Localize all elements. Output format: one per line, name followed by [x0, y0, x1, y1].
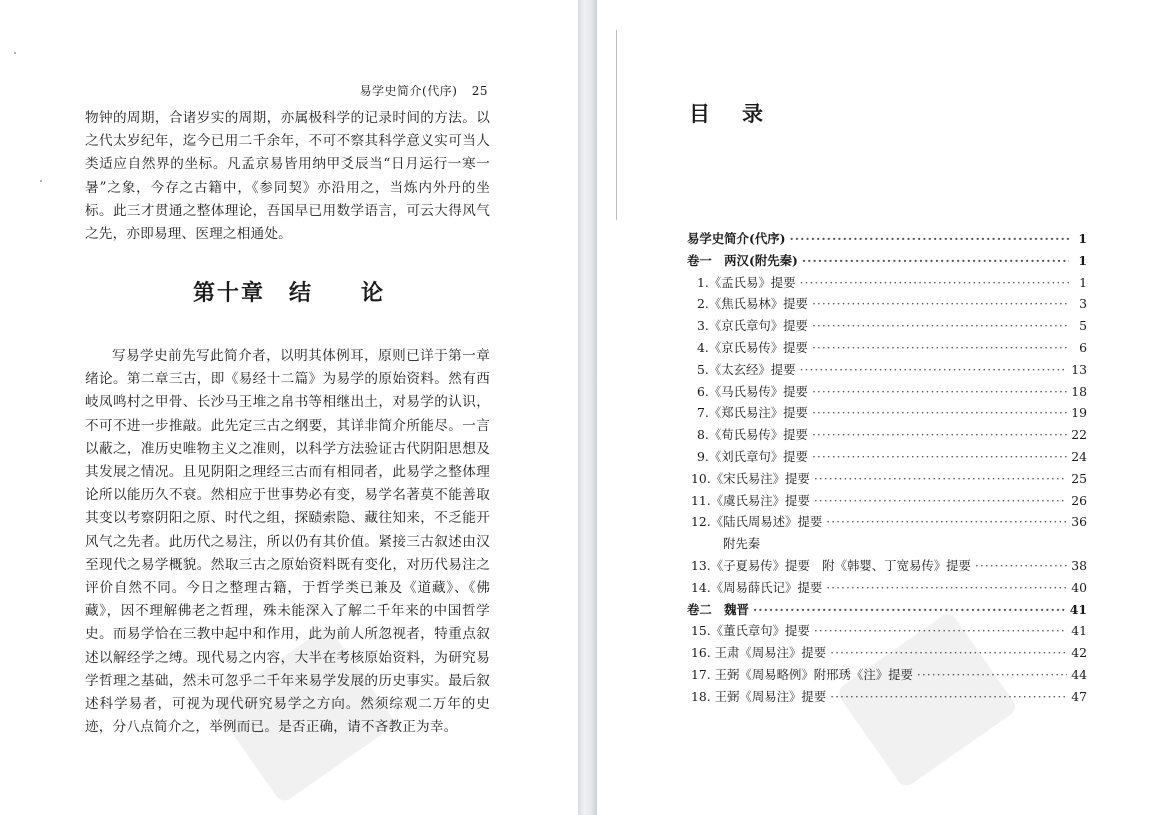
toc-entry-title: 附先秦	[723, 536, 761, 552]
toc-entry-title: 15.《董氏章句》提要	[691, 623, 810, 639]
body-paragraph-top: 物钟的周期，合诸岁实的周期，亦属极科学的记录时间的方法。以之代太岁纪年，迄今已用二千余年，不可不察其科学意义实可当人类适应自然界的坐标。凡孟京易皆用纳甲爻辰当“日月运行一寒一暑”之象，今存之古籍中，《参同契》亦沿用之，当炼内外丹的坐标。此三才贯通之整体理论，吾国早已用数学语言，可云大得风气之先，亦即易理、医理之相通处。	[85, 110, 490, 243]
toc-entry-page: 47	[1071, 688, 1087, 704]
toc-entry-title: 易学史简介(代序)	[687, 231, 786, 246]
toc-entry-title: 11.《虞氏易注》提要	[691, 492, 810, 508]
toc-entry[interactable]	[687, 665, 1087, 687]
toc-title: 目录	[689, 102, 795, 126]
toc-entry-page: 24	[1071, 448, 1087, 464]
running-header	[360, 82, 488, 99]
toc-entry-page: 5	[1079, 318, 1087, 334]
toc-leader-dots	[812, 405, 1067, 420]
left-page	[0, 0, 578, 815]
toc-leader-dots	[812, 318, 1069, 333]
scan-speck	[40, 180, 42, 182]
toc-entry[interactable]	[687, 338, 1087, 360]
toc-entry[interactable]	[687, 251, 1087, 273]
toc-entry-page: 38	[1071, 557, 1087, 573]
toc-leader-dots	[826, 580, 1067, 595]
toc-entry-page: 19	[1071, 405, 1087, 421]
toc-entry-title: 6.《马氏易传》提要	[697, 383, 808, 399]
toc-leader-dots	[800, 362, 1068, 377]
toc-entry-page: 6	[1079, 339, 1087, 355]
toc-entry-page: 13	[1071, 361, 1087, 377]
toc-leader-dots	[917, 667, 1067, 682]
toc-entry[interactable]	[687, 273, 1087, 295]
toc-leader-dots	[830, 645, 1067, 660]
chapter-title: 第十章 结 论	[192, 280, 385, 306]
toc-entry-title: 1.《孟氏易》提要	[697, 274, 796, 290]
toc-entry-title: 17. 王弼《周易略例》附邢琇《注》提要	[691, 666, 913, 682]
toc-entry-page: 26	[1071, 492, 1087, 508]
toc-entry-page: 18	[1071, 383, 1087, 399]
toc-entry-page: 1	[1079, 274, 1087, 290]
toc-entry-title: 10.《宋氏易注》提要	[691, 470, 810, 486]
toc-leader-dots	[830, 689, 1067, 704]
toc-entry-page: 3	[1079, 296, 1087, 312]
toc-entry-page: 44	[1071, 666, 1087, 682]
toc-leader-dots	[826, 514, 1067, 529]
toc-entry[interactable]	[687, 512, 1087, 534]
toc-leader-dots	[814, 493, 1067, 508]
toc-leader-dots	[789, 231, 1069, 246]
toc-entry[interactable]	[687, 556, 1087, 578]
toc-entry-title: 18. 王弼《周易注》提要	[691, 688, 827, 704]
toc-entry[interactable]	[687, 403, 1087, 425]
toc-entry-title: 8.《荀氏易传》提要	[697, 427, 808, 443]
toc-entry[interactable]	[687, 316, 1087, 338]
scan-speck	[14, 52, 16, 54]
toc-leader-dots	[800, 275, 1069, 290]
toc-entry[interactable]	[687, 425, 1087, 447]
toc-entry[interactable]	[687, 469, 1087, 491]
toc-entry-page: 41	[1071, 623, 1087, 639]
toc-entry[interactable]	[687, 491, 1087, 513]
toc-entry[interactable]	[687, 447, 1087, 469]
toc-list	[687, 229, 1087, 709]
toc-entry-page: 22	[1071, 427, 1087, 443]
toc-entry[interactable]	[687, 534, 1087, 556]
toc-leader-dots	[814, 471, 1067, 486]
toc-entry-title: 2.《焦氏易林》提要	[697, 296, 808, 312]
toc-entry-title: 14.《周易薛氏记》提要	[691, 579, 823, 595]
toc-entry-page: 1	[1078, 231, 1087, 246]
toc-entry[interactable]	[687, 578, 1087, 600]
toc-leader-dots	[812, 427, 1067, 442]
page-number: 25	[471, 84, 488, 98]
toc-entry-page: 41	[1069, 601, 1087, 617]
toc-entry[interactable]	[687, 600, 1087, 622]
toc-entry[interactable]	[687, 360, 1087, 382]
toc-entry-title: 13.《子夏易传》提要 附《韩婴、丁宽易传》提要	[691, 557, 971, 573]
toc-entry[interactable]	[687, 643, 1087, 665]
toc-entry-page: 42	[1071, 645, 1087, 661]
toc-entry[interactable]	[687, 621, 1087, 643]
toc-leader-dots	[753, 602, 1066, 617]
toc-entry-title: 5.《太玄经》提要	[697, 361, 796, 377]
toc-entry-title: 4.《京氏易传》提要	[697, 339, 808, 355]
toc-entry-page: 1	[1078, 252, 1087, 268]
toc-entry[interactable]	[687, 382, 1087, 404]
toc-entry-title: 16. 王肃《周易注》提要	[691, 645, 827, 661]
toc-entry-page: 40	[1071, 579, 1087, 595]
toc-entry[interactable]	[687, 687, 1087, 709]
toc-leader-dots	[812, 384, 1067, 399]
right-page	[597, 0, 1171, 815]
toc-leader-dots	[812, 449, 1067, 464]
toc-entry-title: 卷一 两汉(附先秦)	[687, 252, 798, 268]
toc-entry-title: 3.《京氏章句》提要	[697, 318, 808, 334]
toc-entry-page: 36	[1071, 514, 1087, 530]
toc-entry[interactable]	[687, 229, 1087, 251]
toc-leader-dots	[975, 558, 1067, 573]
toc-entry[interactable]	[687, 294, 1087, 316]
running-header-title: 易学史简介(代序)	[359, 84, 458, 98]
toc-entry-title: 卷二 魏晋	[687, 601, 749, 617]
toc-leader-dots	[812, 340, 1069, 355]
toc-entry-page: 25	[1071, 470, 1087, 486]
toc-entry-title: 12.《陆氏周易述》提要	[691, 514, 823, 530]
toc-leader-dots	[802, 253, 1069, 268]
page-gutter	[578, 0, 597, 815]
toc-entry-title: 7.《郑氏易注》提要	[697, 405, 808, 421]
toc-leader-dots	[812, 296, 1069, 311]
body-paragraph-main: 写易学史前先写此简介者，以明其体例耳，原则已详于第一章绪论。第二章三古，即《易经十二篇》为易学的原始资料。然有西岐凤鸣村之甲骨、长沙马王堆之帛书等相继出土，对易学的认识，不可不进一步推敲。此先定三古之纲要，其详非简介所能尽。一言以蔽之，准历史唯物主义之准则，以科学方法验证古代阴阳思想及其发展之情况。且见阴阳之理经三古而有相同者，此易学之整体理论所以能历久不衰。然相应于世事势必有变，易学名著莫不能善取其变以考察阴阳之原、时代之组，探赜索隐、藏往知来，不乏能开风气之先者。此历代之易注，所以仍有其价值。紧接三古叙述由汉至现代之易学概貌。然取三古之原始资料既有变化，对历代易注之评价自然不同。今日之整理古籍，于哲学类已兼及《道藏》、《佛藏》，因不理解佛老之哲理，殊未能深入了解二千年来的中国哲学史。而易学恰在三教中起中和作用，此为前人所忽视者，特重点叙述以解经学之缚。现代易之内容，大半在考核原始资料，为研究易学哲理之基础，然未可忽乎二千年来易学发展的历史事实。最后叙述科学易者，可视为现代研究易学之方向。然须综观二万年的史迹，分八点简介之，举例而已。是否正确，请不吝教正为幸。	[85, 348, 490, 736]
toc-entry-title: 9.《刘氏章句》提要	[697, 448, 808, 464]
toc-leader-dots	[814, 623, 1067, 638]
divider-line	[616, 30, 617, 220]
